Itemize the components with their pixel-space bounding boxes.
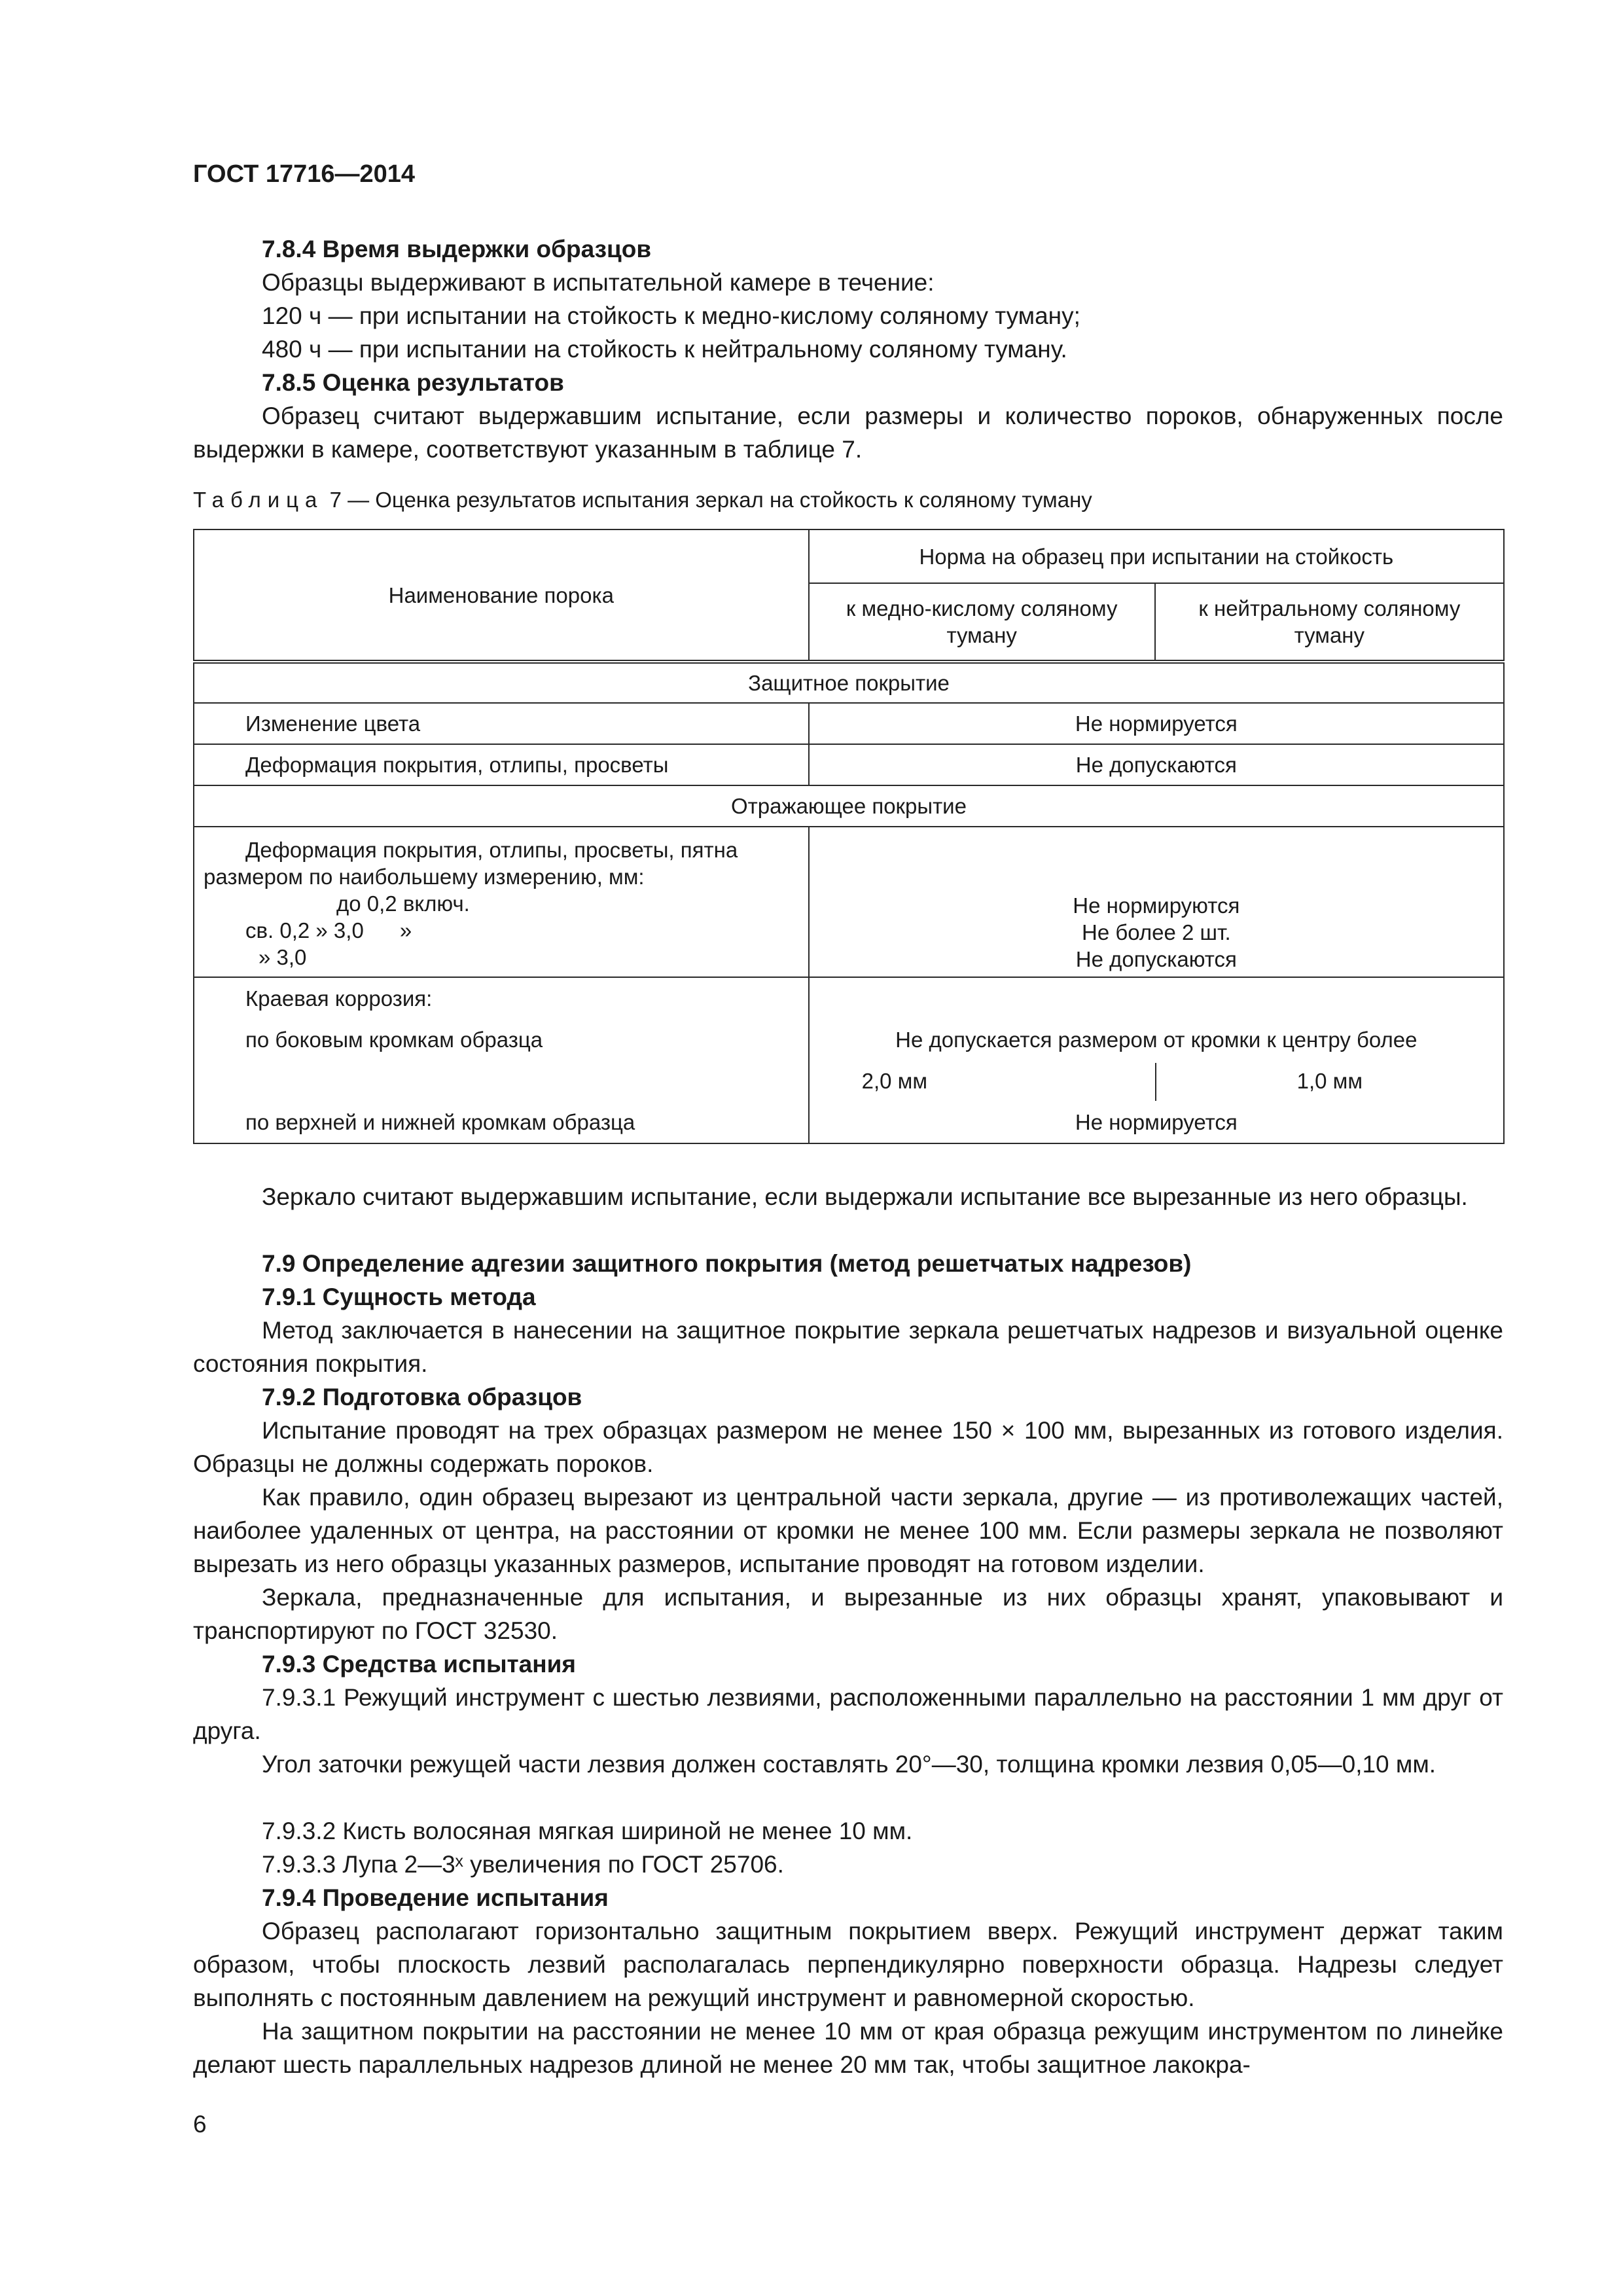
section-793-p3: 7.9.3.2 Кисть волосяная мягкая шириной не менее 10 мм.	[262, 1818, 913, 1844]
header-defect-name: Наименование порока	[194, 529, 809, 662]
edge-side-name: по боковым кромкам образца	[245, 1028, 543, 1052]
table-row	[194, 977, 1504, 1143]
section-792-p2: Как правило, один образец вырезают из центральной части зеркала, другие — из противолежащих частей, наиболее удаленных от центра, на расстоянии от кромки не менее 100 мм. Если размеры зеркала не позволяют вырезать из него образцы указанных размеров, испытание проводят на готовом изделии.	[193, 1484, 1503, 1577]
section-791-text: Метод заключается в нанесении на защитное покрытие зеркала решетчатых надрезов и визуальной оценке состояния покрытия.	[193, 1317, 1503, 1377]
table-caption-title: 7 — Оценка результатов испытания зеркал на стойкость к соляному туману	[329, 488, 1092, 512]
header-neutral-fog: к нейтральному соляному туману	[1155, 583, 1504, 662]
row-reflective-defects-name	[194, 827, 809, 977]
row-color-change-value: Не нормируется	[809, 703, 1504, 744]
table-row	[194, 744, 1504, 785]
section-785-text: Образец считают выдержавшим испытание, если размеры и количество пороков, обнаруженных после выдержки в камере, соответствуют указанным в таблице 7.	[193, 403, 1503, 463]
after-table-text: Зеркало считают выдержавшим испытание, если выдержали испытание все вырезанные из него образцы.	[262, 1183, 1468, 1210]
table-header-row	[194, 529, 1504, 583]
table-group-row	[194, 662, 1504, 703]
results-table	[193, 529, 1505, 1144]
edge-split-divider	[1155, 1063, 1156, 1101]
section-79-heading: 7.9 Определение адгезии защитного покрытия (метод решетчатых надрезов)	[262, 1250, 1192, 1277]
section-794-p2: На защитном покрытии на расстоянии не менее 10 мм от края образца режущим инструментом по линейке делают шесть параллельных надрезов длиной не менее 20 мм так, чтобы защитное лакокра-	[193, 2018, 1503, 2078]
section-793-p4: 7.9.3.3 Лупа 2—3ˣ увеличения по ГОСТ 25706.	[262, 1851, 784, 1878]
row-reflective-defects-values	[809, 827, 1504, 977]
refl-line-5: » 3,0	[259, 945, 307, 969]
section-784-line2: 120 ч — при испытании на стойкость к медно-кислому соляному туману;	[262, 302, 1080, 329]
table-caption-prefix: Таблица	[193, 488, 324, 512]
row-deformation-value: Не допускаются	[809, 744, 1504, 785]
header-copper-fog: к медно-кислому соляному туману	[809, 583, 1155, 662]
refl-line-2: размером по наибольшему измерению, мм:	[204, 865, 645, 889]
edge-side-copper-text: 2,0 мм	[861, 1069, 928, 1093]
edge-corrosion-label: Краевая коррозия:	[245, 986, 433, 1011]
section-784-heading: 7.8.4 Время выдержки образцов	[262, 236, 652, 262]
section-784-line3: 480 ч — при испытании на стойкость к нейтральному соляному туману.	[262, 336, 1067, 363]
section-792-heading: 7.9.2 Подготовка образцов	[262, 1384, 582, 1410]
edge-topbottom-value: Не нормируется	[1075, 1110, 1238, 1134]
edge-side-value: Не допускается размером от кромки к центру более	[895, 1028, 1418, 1052]
edge-side-neutral: 1,0 мм	[1296, 1069, 1363, 1093]
row-edge-corrosion-values	[809, 977, 1504, 1143]
section-784-line1: Образцы выдерживают в испытательной камере в течение:	[262, 269, 935, 296]
edge-topbottom-name: по верхней и нижней кромкам образца	[245, 1110, 635, 1134]
document-header: ГОСТ 17716—2014	[193, 160, 416, 188]
section-785-heading: 7.8.5 Оценка результатов	[262, 369, 564, 396]
section-792-p1: Испытание проводят на трех образцах размером не менее 150 × 100 мм, вырезанных из готового изделия. Образцы не должны содержать пороков.	[193, 1417, 1503, 1477]
edge-side-split	[810, 1060, 1503, 1102]
refl-line-4: св. 0,2 » 3,0 »	[245, 918, 412, 942]
section-794-p1: Образец располагают горизонтально защитным покрытием вверх. Режущий инструмент держат таким образом, чтобы плоскость лезвий располагалась перпендикулярно поверхности образца. Надрезы следует выполнять с постоянным давлением на режущий инструмент и равномерной скоростью.	[193, 1918, 1503, 2011]
header-norm: Норма на образец при испытании на стойкость	[809, 529, 1504, 583]
refl-value-3: Не допускаются	[1075, 947, 1237, 971]
section-794-heading: 7.9.4 Проведение испытания	[262, 1884, 609, 1911]
refl-value-2: Не более 2 шт.	[1081, 920, 1231, 944]
group-protective-coating: Защитное покрытие	[194, 662, 1504, 703]
table-row	[194, 703, 1504, 744]
table-row	[194, 827, 1504, 977]
section-793-p2: Угол заточки режущей части лезвия должен составлять 20°—30, толщина кромки лезвия 0,05—0,10 мм.	[262, 1751, 1436, 1778]
group-reflective-coating: Отражающее покрытие	[194, 785, 1504, 827]
row-edge-corrosion-names	[194, 977, 809, 1143]
row-deformation-name: Деформация покрытия, отлипы, просветы	[194, 744, 809, 785]
table-caption	[193, 488, 1092, 512]
refl-value-1: Не нормируются	[1073, 893, 1240, 918]
page-number: 6	[193, 2111, 207, 2138]
edge-side-copper	[810, 1060, 1156, 1102]
section-793-p1: 7.9.3.1 Режущий инструмент с шестью лезвиями, расположенными параллельно на расстоянии 1 мм друг от друга.	[193, 1684, 1503, 1744]
section-792-p3: Зеркала, предназначенные для испытания, и вырезанные из них образцы хранят, упаковывают и транспортируют по ГОСТ 32530.	[193, 1584, 1503, 1644]
table-group-row	[194, 785, 1504, 827]
refl-line-1: Деформация покрытия, отлипы, просветы, пятна	[245, 838, 738, 862]
section-793-heading: 7.9.3 Средства испытания	[262, 1651, 576, 1677]
row-color-change-name: Изменение цвета	[194, 703, 809, 744]
refl-line-3: до 0,2 включ.	[336, 891, 470, 916]
section-791-heading: 7.9.1 Сущность метода	[262, 1283, 536, 1310]
